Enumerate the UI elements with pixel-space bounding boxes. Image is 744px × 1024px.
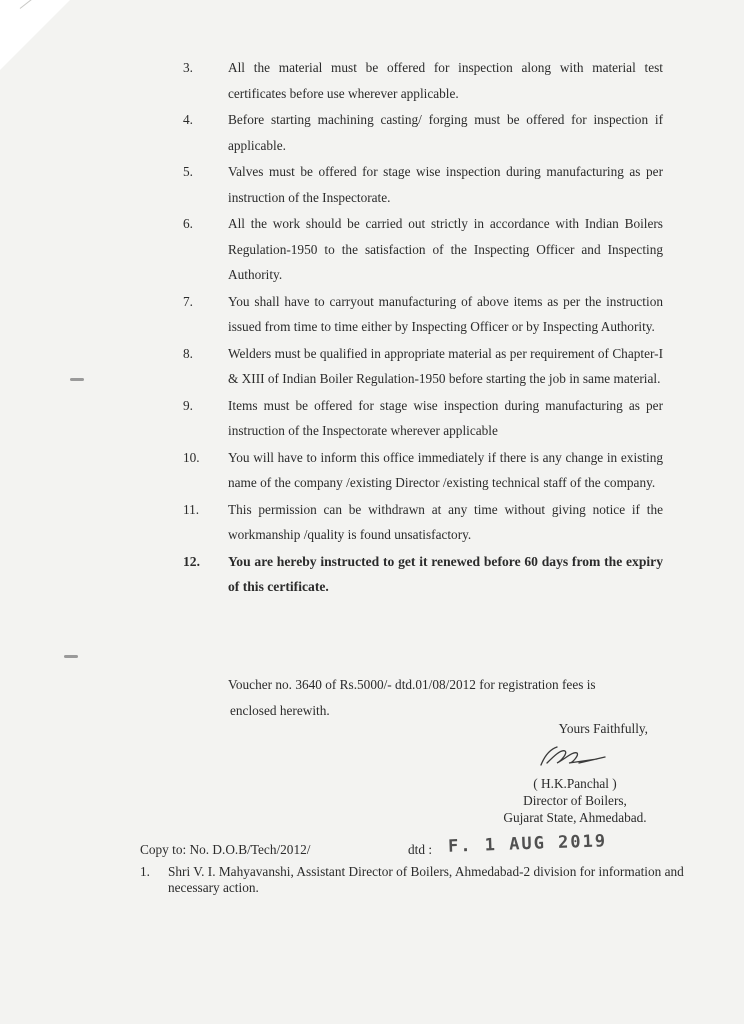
condition-number: 8.: [183, 345, 193, 361]
signatory-name: ( H.K.Panchal ): [533, 776, 617, 791]
handwritten-signature: [535, 741, 615, 771]
condition-number: 6.: [183, 216, 193, 231]
date-stamp: F. 1 AUG 2019: [447, 831, 608, 857]
condition-text: You shall have to carryout manufacturing of above items as per the instruction issued from time to time either by Inspecting Officer or by Inspecting Authority.: [228, 293, 663, 334]
copy-to-section: [140, 831, 700, 896]
condition-item: [183, 341, 663, 392]
condition-item: [183, 55, 663, 106]
voucher-line: Voucher no. 3640 of Rs.5000/- dtd.01/08/2012 for registration fees is: [228, 677, 596, 692]
signatory-place: Gujarat State, Ahmedabad.: [503, 810, 647, 825]
condition-text: Welders must be qualified in appropriate material as per requirement of Chapter-I & XIII of Indian Boiler Regulation-1950 before starting the job in same material.: [228, 345, 663, 386]
voucher-note: [228, 672, 648, 724]
conditions-list: [183, 55, 663, 601]
condition-text: Valves must be offered for stage wise inspection during manufacturing as per instruction of the Inspectorate.: [228, 164, 663, 205]
condition-number: 7.: [183, 293, 193, 309]
condition-item: [183, 159, 663, 210]
voucher-line: enclosed herewith.: [230, 703, 330, 718]
condition-number: 3.: [183, 60, 193, 75]
condition-text: You will have to inform this office immediately if there is any change in existing name of the company /existing Director /existing technical staff of the company.: [228, 449, 663, 490]
closing: Yours Faithfully,: [558, 721, 648, 736]
condition-text: All the material must be offered for inspection along with material test certificates before use wherever applicable.: [228, 60, 663, 101]
condition-number: 5.: [183, 164, 193, 179]
condition-text: Items must be offered for stage wise inspection during manufacturing as per instruction of the Inspectorate wherever applicable: [228, 397, 663, 438]
condition-item: [183, 289, 663, 340]
condition-item: [183, 107, 663, 158]
condition-text: All the work should be carried out strictly in accordance with Indian Boilers Regulation-1950 to the satisfaction of the Inspecting Officer and Inspecting Authority.: [228, 216, 663, 282]
condition-text: This permission can be withdrawn at any time without giving notice if the workmanship /quality is found unsatisfactory.: [228, 501, 663, 542]
condition-item: [183, 549, 663, 600]
copy-entry-text: Shri V. I. Mahyavanshi, Assistant Director of Boilers, Ahmedabad-2 division for information and necessary action.: [168, 864, 684, 895]
scan-mark: [64, 655, 78, 658]
copy-entries: [140, 864, 700, 896]
condition-item: [183, 445, 663, 496]
dtd-label: dtd :: [408, 842, 433, 857]
condition-text: Before starting machining casting/ forging must be offered for inspection if applicable.: [228, 112, 663, 153]
condition-number: 9.: [183, 397, 193, 413]
signature-block: [480, 720, 670, 826]
copy-entry-number: 1.: [140, 864, 150, 879]
condition-number: 10.: [183, 449, 200, 465]
folded-corner: [0, 0, 70, 70]
signatory-title: Director of Boilers,: [523, 793, 627, 808]
condition-number: 11.: [183, 501, 200, 517]
condition-text: You are hereby instructed to get it renewed before 60 days from the expiry of this certificate.: [228, 553, 663, 594]
condition-item: [183, 211, 663, 288]
copy-entry: [140, 864, 700, 896]
scan-mark: [70, 378, 84, 381]
condition-number: 4.: [183, 112, 193, 127]
copy-reference: Copy to: No. D.O.B/Tech/2012/: [140, 842, 311, 857]
condition-item: [183, 497, 663, 548]
condition-item: [183, 393, 663, 444]
condition-number: 12.: [183, 553, 200, 569]
